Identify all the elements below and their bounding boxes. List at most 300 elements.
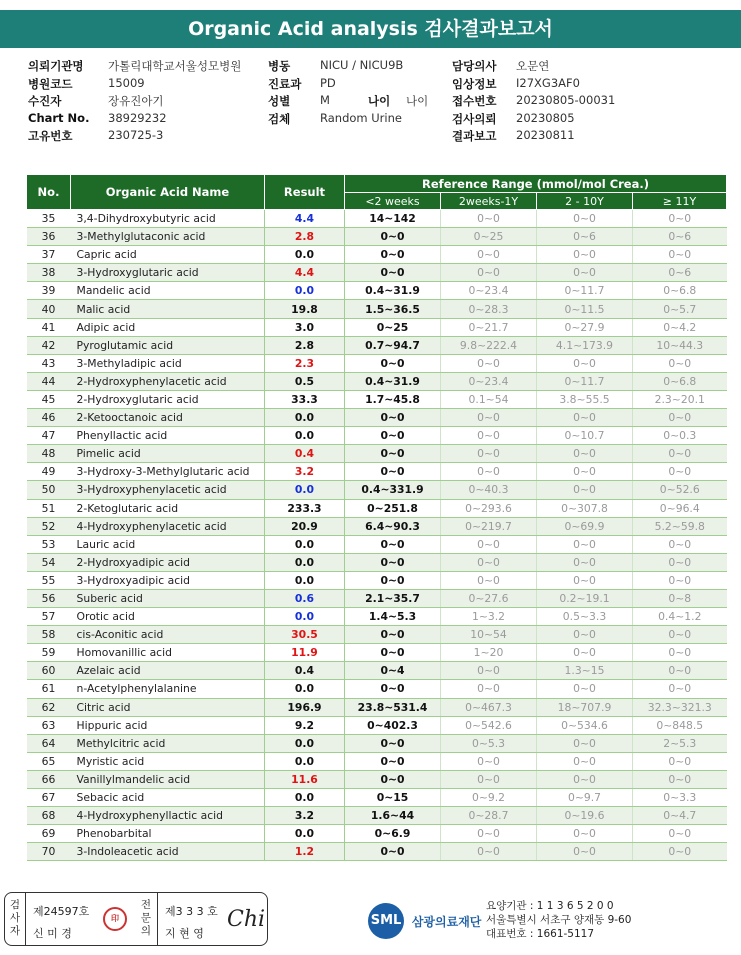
row-ref-2-10y: 0~11.7 — [537, 282, 633, 300]
dept-label: 진료과 — [268, 76, 302, 91]
row-ref-2-10y: 0~9.7 — [537, 789, 633, 807]
sex-value: M — [320, 93, 330, 107]
row-ref-2w1y: 9.8~222.4 — [441, 336, 537, 354]
row-no: 40 — [27, 300, 71, 318]
row-result: 2.8 — [265, 228, 345, 246]
row-ref-2w1y: 0~0 — [441, 354, 537, 372]
row-ref-2-10y: 0~0 — [537, 571, 633, 589]
row-name: Homovanillic acid — [71, 644, 265, 662]
row-name: 3-Hydroxyglutaric acid — [71, 264, 265, 282]
row-ref-2w1y: 0~0 — [441, 770, 537, 788]
ward-label: 병동 — [268, 59, 291, 73]
inspector-id: 제24597호 — [33, 905, 90, 918]
table-row — [27, 499, 727, 517]
table-row — [27, 372, 727, 390]
table-row — [27, 680, 727, 698]
row-no: 59 — [27, 644, 71, 662]
row-ref-ge11y: 0~0.3 — [633, 427, 727, 445]
row-ref-ge11y: 0~0 — [633, 644, 727, 662]
table-row — [27, 825, 727, 843]
row-result: 0.5 — [265, 372, 345, 390]
row-ref-lt2w: 0~0 — [345, 734, 441, 752]
row-result: 0.0 — [265, 789, 345, 807]
specialist-name: 지 현 영 — [165, 927, 204, 940]
row-name: Phenyllactic acid — [71, 427, 265, 445]
row-ref-2w1y: 0~0 — [441, 264, 537, 282]
row-ref-lt2w: 0~6.9 — [345, 825, 441, 843]
table-row — [27, 517, 727, 535]
row-no: 35 — [27, 210, 71, 228]
row-ref-lt2w: 0~0 — [345, 228, 441, 246]
table-row — [27, 644, 727, 662]
row-ref-lt2w: 0.4~31.9 — [345, 372, 441, 390]
row-result: 0.4 — [265, 445, 345, 463]
row-name: Orotic acid — [71, 608, 265, 626]
row-ref-lt2w: 0~15 — [345, 789, 441, 807]
row-ref-lt2w: 0.4~331.9 — [345, 481, 441, 499]
row-no: 52 — [27, 517, 71, 535]
row-name: Adipic acid — [71, 318, 265, 336]
row-ref-lt2w: 0~0 — [345, 427, 441, 445]
table-row — [27, 282, 727, 300]
table-row — [27, 571, 727, 589]
row-no: 55 — [27, 571, 71, 589]
row-result: 30.5 — [265, 626, 345, 644]
row-ref-lt2w: 2.1~35.7 — [345, 589, 441, 607]
row-ref-ge11y: 0~52.6 — [633, 481, 727, 499]
table-row — [27, 463, 727, 481]
row-ref-2-10y: 0~307.8 — [537, 499, 633, 517]
row-ref-2w1y: 0~0 — [441, 825, 537, 843]
row-ref-ge11y: 0~4.7 — [633, 807, 727, 825]
row-result: 0.0 — [265, 246, 345, 264]
table-row — [27, 409, 727, 427]
row-ref-lt2w: 0~0 — [345, 770, 441, 788]
row-name: 2-Ketooctanoic acid — [71, 409, 265, 427]
row-ref-2w1y: 0~23.4 — [441, 282, 537, 300]
spec-label: 검체 — [268, 111, 291, 126]
lab-name: 삼광의료재단 — [411, 914, 482, 929]
ward-value: NICU / NICU9B — [320, 58, 404, 72]
row-ref-lt2w: 23.8~531.4 — [345, 698, 441, 716]
row-ref-ge11y: 0~0 — [633, 662, 727, 680]
patient-info — [28, 58, 728, 146]
row-no: 62 — [27, 698, 71, 716]
table-row — [27, 807, 727, 825]
table-row — [27, 481, 727, 499]
rep-label: 결과보고 — [452, 129, 497, 143]
recv-value: 20230805-00031 — [516, 93, 616, 107]
specialist-id: 제3 3 3 호 — [165, 905, 218, 918]
row-ref-2w1y: 0~0 — [441, 210, 537, 228]
row-ref-lt2w: 1.7~45.8 — [345, 390, 441, 408]
row-ref-ge11y: 2.3~20.1 — [633, 390, 727, 408]
row-name: cis-Aconitic acid — [71, 626, 265, 644]
row-name: Vanillylmandelic acid — [71, 770, 265, 788]
row-result: 3.0 — [265, 318, 345, 336]
row-ref-ge11y: 0~4.2 — [633, 318, 727, 336]
row-no: 39 — [27, 282, 71, 300]
seal-icon: 印 — [103, 907, 127, 931]
row-ref-2w1y: 0~0 — [441, 553, 537, 571]
row-result: 0.0 — [265, 409, 345, 427]
row-name: n-Acetylphenylalanine — [71, 680, 265, 698]
row-ref-2w1y: 0~28.7 — [441, 807, 537, 825]
table-row — [27, 445, 727, 463]
req-value: 20230805 — [516, 110, 575, 125]
chart-value: 38929232 — [108, 110, 167, 125]
row-ref-ge11y: 0~0 — [633, 626, 727, 644]
row-no: 38 — [27, 264, 71, 282]
uid-value: 230725-3 — [108, 128, 164, 142]
row-ref-ge11y: 0.4~1.2 — [633, 608, 727, 626]
row-ref-lt2w: 0~0 — [345, 644, 441, 662]
table-row — [27, 264, 727, 282]
row-name: Capric acid — [71, 246, 265, 264]
row-no: 68 — [27, 807, 71, 825]
header-lt2w: <2 weeks — [345, 193, 441, 210]
table-row — [27, 318, 727, 336]
header-no: No. — [27, 175, 71, 210]
doc-label: 담당의사 — [452, 59, 497, 73]
req-label: 검사의뢰 — [452, 111, 497, 126]
row-no: 51 — [27, 499, 71, 517]
row-name: Methylcitric acid — [71, 734, 265, 752]
row-name: Suberic acid — [71, 589, 265, 607]
row-ref-ge11y: 0~0 — [633, 825, 727, 843]
clin-label: 임상정보 — [452, 76, 497, 91]
results-table — [26, 174, 727, 861]
row-ref-2w1y: 0~0 — [441, 409, 537, 427]
rep-value: 20230811 — [516, 128, 575, 142]
lab-logo — [368, 903, 481, 939]
row-result: 0.0 — [265, 680, 345, 698]
row-ref-2w1y: 0~542.6 — [441, 716, 537, 734]
row-name: Pyroglutamic acid — [71, 336, 265, 354]
row-ref-2-10y: 0~0 — [537, 246, 633, 264]
row-ref-2w1y: 0~0 — [441, 463, 537, 481]
table-row — [27, 716, 727, 734]
table-row — [27, 734, 727, 752]
row-ref-lt2w: 0.4~31.9 — [345, 282, 441, 300]
row-ref-2w1y: 10~54 — [441, 626, 537, 644]
patient-label: 수진자 — [28, 94, 62, 108]
row-result: 0.0 — [265, 481, 345, 499]
table-row — [27, 553, 727, 571]
row-no: 61 — [27, 680, 71, 698]
row-ref-2w1y: 0~0 — [441, 246, 537, 264]
inspector-name: 신 미 경 — [33, 927, 72, 940]
row-ref-lt2w: 0~0 — [345, 264, 441, 282]
row-no: 36 — [27, 228, 71, 246]
row-ref-2-10y: 0~0 — [537, 481, 633, 499]
row-ref-2-10y: 0~11.7 — [537, 372, 633, 390]
row-name: 4-Hydroxyphenylacetic acid — [71, 517, 265, 535]
table-row — [27, 300, 727, 318]
row-name: Citric acid — [71, 698, 265, 716]
row-ref-ge11y: 0~0 — [633, 843, 727, 861]
row-ref-ge11y: 0~0 — [633, 571, 727, 589]
header-ge11y: ≥ 11Y — [633, 193, 727, 210]
row-ref-2-10y: 0~0 — [537, 752, 633, 770]
row-ref-ge11y: 0~8 — [633, 589, 727, 607]
row-ref-2-10y: 4.1~173.9 — [537, 336, 633, 354]
row-ref-2-10y: 1.3~15 — [537, 662, 633, 680]
row-name: Azelaic acid — [71, 662, 265, 680]
table-row — [27, 228, 727, 246]
row-result: 0.0 — [265, 608, 345, 626]
inspector-label: 검사자 — [9, 899, 21, 937]
row-name: 2-Hydroxyglutaric acid — [71, 390, 265, 408]
row-ref-2-10y: 0~11.5 — [537, 300, 633, 318]
row-no: 69 — [27, 825, 71, 843]
row-ref-2-10y: 0~6 — [537, 228, 633, 246]
row-no: 63 — [27, 716, 71, 734]
row-ref-2w1y: 0~219.7 — [441, 517, 537, 535]
sml-logo-icon: SML — [368, 903, 404, 939]
row-result: 20.9 — [265, 517, 345, 535]
row-ref-lt2w: 0~0 — [345, 246, 441, 264]
row-ref-2-10y: 0~19.6 — [537, 807, 633, 825]
table-row — [27, 770, 727, 788]
row-ref-2-10y: 0~0 — [537, 535, 633, 553]
header-name: Organic Acid Name — [71, 175, 265, 210]
row-ref-2w1y: 0~0 — [441, 535, 537, 553]
table-row — [27, 354, 727, 372]
table-row — [27, 427, 727, 445]
row-ref-2-10y: 0~0 — [537, 553, 633, 571]
row-ref-lt2w: 0~0 — [345, 354, 441, 372]
row-no: 54 — [27, 553, 71, 571]
row-ref-2-10y: 0.2~19.1 — [537, 589, 633, 607]
row-name: 3-Hydroxyphenylacetic acid — [71, 481, 265, 499]
row-ref-ge11y: 0~0 — [633, 752, 727, 770]
row-ref-lt2w: 0~0 — [345, 445, 441, 463]
row-result: 0.0 — [265, 427, 345, 445]
row-ref-lt2w: 0~25 — [345, 318, 441, 336]
row-name: 3-Indoleacetic acid — [71, 843, 265, 861]
row-ref-ge11y: 0~0 — [633, 535, 727, 553]
row-result: 1.2 — [265, 843, 345, 861]
row-name: 2-Hydroxyphenylacetic acid — [71, 372, 265, 390]
row-ref-ge11y: 0~96.4 — [633, 499, 727, 517]
row-ref-2w1y: 0~0 — [441, 662, 537, 680]
row-ref-2w1y: 0.1~54 — [441, 390, 537, 408]
row-ref-lt2w: 1.4~5.3 — [345, 608, 441, 626]
specialist-label: 전문의 — [140, 899, 152, 937]
row-ref-lt2w: 0~0 — [345, 680, 441, 698]
row-ref-2-10y: 0~0 — [537, 644, 633, 662]
row-ref-2-10y: 0~534.6 — [537, 716, 633, 734]
table-row — [27, 789, 727, 807]
row-name: Myristic acid — [71, 752, 265, 770]
row-name: 3-Methyladipic acid — [71, 354, 265, 372]
row-name: Pimelic acid — [71, 445, 265, 463]
row-ref-lt2w: 1.6~44 — [345, 807, 441, 825]
row-no: 41 — [27, 318, 71, 336]
table-row — [27, 662, 727, 680]
row-result: 0.0 — [265, 535, 345, 553]
row-ref-lt2w: 0~0 — [345, 409, 441, 427]
row-result: 0.0 — [265, 825, 345, 843]
row-ref-2-10y: 0~0 — [537, 734, 633, 752]
row-ref-2-10y: 0~27.9 — [537, 318, 633, 336]
row-result: 9.2 — [265, 716, 345, 734]
row-ref-2w1y: 0~0 — [441, 445, 537, 463]
table-row — [27, 698, 727, 716]
row-result: 0.0 — [265, 752, 345, 770]
row-ref-lt2w: 0.7~94.7 — [345, 336, 441, 354]
row-result: 0.0 — [265, 553, 345, 571]
row-name: Phenobarbital — [71, 825, 265, 843]
row-result: 33.3 — [265, 390, 345, 408]
lab-contact — [486, 899, 631, 941]
table-row — [27, 589, 727, 607]
row-no: 64 — [27, 734, 71, 752]
recv-label: 접수번호 — [452, 94, 497, 108]
table-row — [27, 608, 727, 626]
row-result: 196.9 — [265, 698, 345, 716]
header-result: Result — [265, 175, 345, 210]
row-result: 4.4 — [265, 264, 345, 282]
row-name: 2-Ketoglutaric acid — [71, 499, 265, 517]
row-ref-2-10y: 0~0 — [537, 680, 633, 698]
header-2w1y: 2weeks-1Y — [441, 193, 537, 210]
row-ref-2w1y: 0~28.3 — [441, 300, 537, 318]
row-ref-2-10y: 0~0 — [537, 626, 633, 644]
row-ref-2-10y: 0~10.7 — [537, 427, 633, 445]
row-name: 3-Hydroxy-3-Methylglutaric acid — [71, 463, 265, 481]
uid-label: 고유번호 — [28, 129, 73, 143]
row-result: 0.6 — [265, 589, 345, 607]
row-ref-2-10y: 0~0 — [537, 463, 633, 481]
sex-label: 성별 — [268, 94, 291, 108]
row-ref-ge11y: 5.2~59.8 — [633, 517, 727, 535]
row-ref-ge11y: 32.3~321.3 — [633, 698, 727, 716]
row-result: 0.4 — [265, 662, 345, 680]
row-ref-ge11y: 0~0 — [633, 553, 727, 571]
signature: Chi — [227, 907, 266, 932]
row-ref-lt2w: 1.5~36.5 — [345, 300, 441, 318]
row-name: Lauric acid — [71, 535, 265, 553]
org-value: 가톨릭대학교서울성모병원 — [108, 59, 242, 73]
row-ref-2w1y: 0~9.2 — [441, 789, 537, 807]
spec-value: Random Urine — [320, 110, 402, 125]
lab-phone: 대표번호 : 1661-5117 — [486, 928, 595, 940]
clin-value: I27XG3AF0 — [516, 75, 580, 90]
row-ref-2-10y: 0~69.9 — [537, 517, 633, 535]
table-row — [27, 626, 727, 644]
row-no: 42 — [27, 336, 71, 354]
row-result: 0.0 — [265, 571, 345, 589]
row-name: 3-Methylglutaconic acid — [71, 228, 265, 246]
row-ref-lt2w: 0~0 — [345, 626, 441, 644]
row-no: 48 — [27, 445, 71, 463]
table-row — [27, 843, 727, 861]
row-no: 49 — [27, 463, 71, 481]
report-title: Organic Acid analysis 검사결과보고서 — [0, 10, 741, 48]
age-value: 나이 — [406, 94, 429, 108]
row-ref-ge11y: 0~0 — [633, 246, 727, 264]
row-ref-2-10y: 3.8~55.5 — [537, 390, 633, 408]
row-ref-2w1y: 1~3.2 — [441, 608, 537, 626]
table-row — [27, 390, 727, 408]
row-ref-2w1y: 0~23.4 — [441, 372, 537, 390]
row-ref-ge11y: 0~6 — [633, 264, 727, 282]
table-row — [27, 535, 727, 553]
row-ref-ge11y: 0~3.3 — [633, 789, 727, 807]
row-ref-2w1y: 0~293.6 — [441, 499, 537, 517]
row-ref-2-10y: 0~0 — [537, 210, 633, 228]
lab-address: 서울특별시 서초구 양재동 9-60 — [486, 914, 632, 926]
row-ref-lt2w: 0~4 — [345, 662, 441, 680]
row-name: 3-Hydroxyadipic acid — [71, 571, 265, 589]
row-no: 58 — [27, 626, 71, 644]
row-ref-ge11y: 2~5.3 — [633, 734, 727, 752]
org-label: 의뢰기관명 — [28, 59, 84, 73]
row-ref-2w1y: 0~0 — [441, 680, 537, 698]
row-result: 3.2 — [265, 463, 345, 481]
row-ref-lt2w: 0~0 — [345, 535, 441, 553]
row-ref-2w1y: 0~0 — [441, 571, 537, 589]
chart-label: Chart No. — [28, 110, 90, 125]
row-no: 47 — [27, 427, 71, 445]
row-ref-ge11y: 0~6.8 — [633, 372, 727, 390]
row-no: 60 — [27, 662, 71, 680]
row-ref-2w1y: 0~0 — [441, 752, 537, 770]
row-no: 45 — [27, 390, 71, 408]
row-ref-2-10y: 0.5~3.3 — [537, 608, 633, 626]
row-result: 11.6 — [265, 770, 345, 788]
table-row — [27, 336, 727, 354]
row-ref-2w1y: 0~25 — [441, 228, 537, 246]
row-name: Sebacic acid — [71, 789, 265, 807]
row-no: 70 — [27, 843, 71, 861]
row-ref-ge11y: 0~0 — [633, 354, 727, 372]
row-result: 4.4 — [265, 210, 345, 228]
header-2-10y: 2 - 10Y — [537, 193, 633, 210]
row-ref-2w1y: 1~20 — [441, 644, 537, 662]
row-ref-ge11y: 0~0 — [633, 770, 727, 788]
header-reference: Reference Range (mmol/mol Crea.) — [345, 175, 727, 193]
row-ref-2-10y: 0~0 — [537, 825, 633, 843]
patient-value: 장유진아기 — [108, 94, 164, 108]
row-ref-lt2w: 0~0 — [345, 553, 441, 571]
row-name: Hippuric acid — [71, 716, 265, 734]
row-ref-lt2w: 14~142 — [345, 210, 441, 228]
row-ref-2w1y: 0~21.7 — [441, 318, 537, 336]
row-no: 43 — [27, 354, 71, 372]
table-row — [27, 752, 727, 770]
row-name: 4-Hydroxyphenyllactic acid — [71, 807, 265, 825]
row-ref-ge11y: 0~6.8 — [633, 282, 727, 300]
row-ref-2w1y: 0~27.6 — [441, 589, 537, 607]
row-ref-2w1y: 0~40.3 — [441, 481, 537, 499]
row-ref-2w1y: 0~0 — [441, 843, 537, 861]
row-result: 0.0 — [265, 734, 345, 752]
table-row — [27, 246, 727, 264]
row-ref-ge11y: 0~0 — [633, 409, 727, 427]
row-ref-2w1y: 0~467.3 — [441, 698, 537, 716]
row-result: 19.8 — [265, 300, 345, 318]
row-result: 2.3 — [265, 354, 345, 372]
lab-code: 요양기관 : 1 1 3 6 5 2 0 0 — [486, 900, 614, 912]
table-row — [27, 210, 727, 228]
row-ref-ge11y: 0~6 — [633, 228, 727, 246]
dept-value: PD — [320, 75, 336, 90]
row-ref-ge11y: 0~0 — [633, 210, 727, 228]
row-ref-ge11y: 0~848.5 — [633, 716, 727, 734]
